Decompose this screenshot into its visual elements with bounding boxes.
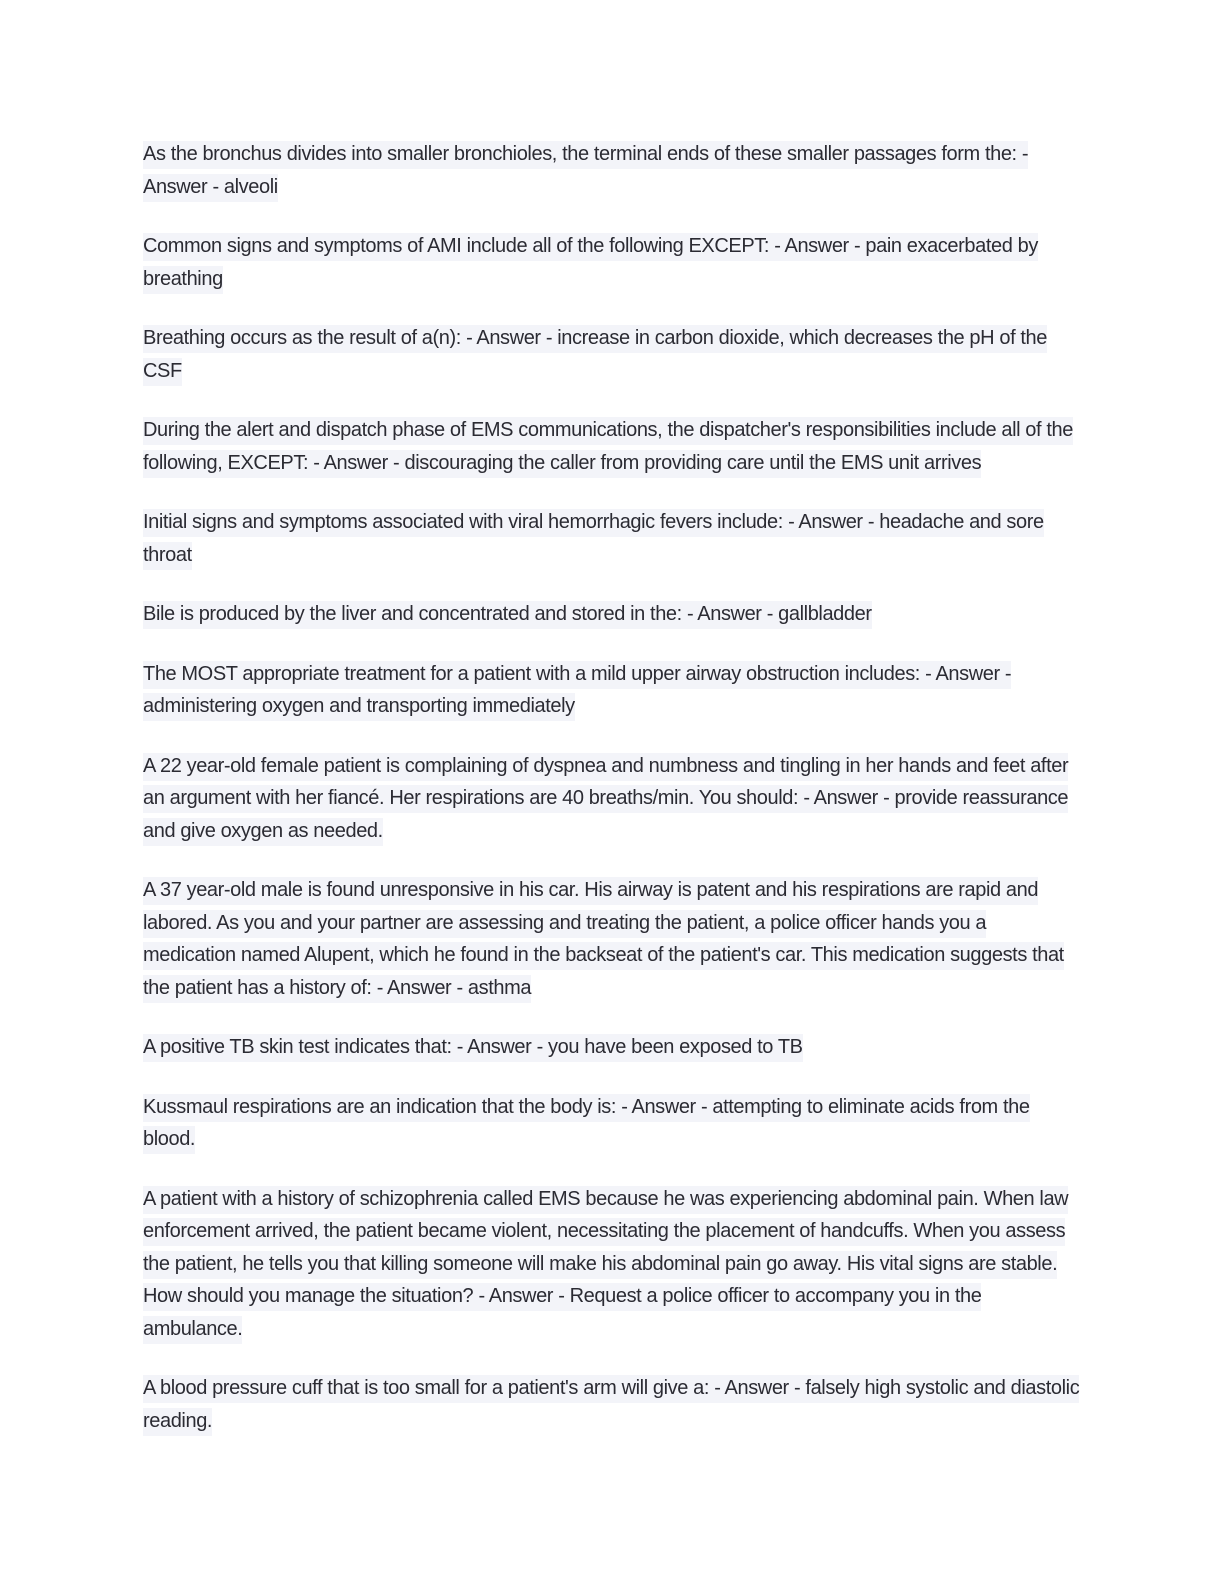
separator: - <box>761 603 779 625</box>
qa-item <box>143 598 1083 631</box>
answer-label: Answer <box>476 327 541 349</box>
separator: - <box>695 1095 713 1118</box>
answer-label: Answer <box>784 235 849 257</box>
answer-label: Answer <box>488 1285 554 1307</box>
answer-text: provide reassurance and give oxygen as needed. <box>143 787 1069 842</box>
question-text: A 22 year-old female patient is complaining of dyspnea and numbness and tingling in her hands and feet after an argument with her fiancé. Her respirations are 40 breaths/min. You should: <box>143 754 1069 809</box>
qa-text <box>143 1094 1030 1155</box>
qa-text <box>143 233 1038 294</box>
answer-label: Answer <box>143 175 208 198</box>
qa-item <box>143 658 1083 723</box>
answer-label: Answer <box>935 662 1000 685</box>
separator: - <box>1016 143 1029 165</box>
answer-text: you have been exposed to TB <box>548 1036 803 1058</box>
separator: - <box>451 1036 468 1058</box>
question-text: Initial signs and symptoms associated with viral hemorrhagic fevers include: <box>143 511 783 533</box>
separator: - <box>460 327 477 349</box>
answer-text: attempting to eliminate acids from the blood. <box>143 1095 1030 1150</box>
answer-text: falsely high systolic and diastolic reading. <box>143 1377 1080 1432</box>
separator: - <box>999 662 1012 685</box>
answer-text: pain exacerbated by breathing <box>143 235 1038 290</box>
qa-text <box>143 661 1011 722</box>
qa-item <box>143 1183 1083 1346</box>
question-text: A 37 year-old male is found unresponsive in his car. His airway is patent and his respirations are rapid and labored. As you and your partner are assessing and treating the patient, a police officer hands you a medication named Alupent, which he found in the backseat of the patient's car. This medication suggests that the patient has a history of: <box>143 879 1064 999</box>
answer-text: headache and sore throat <box>143 511 1044 566</box>
qa-text <box>143 1375 1079 1436</box>
answer-label: Answer <box>631 1095 696 1118</box>
qa-text <box>143 417 1073 478</box>
answer-text: asthma <box>467 976 532 999</box>
question-text: Kussmaul respirations are an indication that the body is: <box>143 1095 617 1118</box>
qa-text <box>143 1186 1068 1344</box>
answer-label: Answer <box>813 787 878 809</box>
answer-text: Request a police officer to accompany you in the ambulance. <box>143 1285 982 1340</box>
qa-text <box>143 141 1028 202</box>
qa-text <box>143 877 1064 1003</box>
separator: - <box>709 1377 725 1399</box>
separator: - <box>473 1285 489 1307</box>
qa-text <box>143 325 1047 386</box>
qa-item <box>143 874 1083 1004</box>
qa-item <box>143 138 1083 203</box>
answer-text: increase in carbon dioxide, which decreases the pH of the CSF <box>143 327 1047 382</box>
separator: - <box>387 451 405 474</box>
question-text: The MOST appropriate treatment for a patient with a mild upper airway obstruction includes: <box>143 662 920 685</box>
qa-item <box>143 414 1083 479</box>
question-text: During the alert and dispatch phase of EMS communications, the dispatcher's responsibilities include all of the following, EXCEPT: <box>143 419 1073 474</box>
qa-text <box>143 509 1044 570</box>
question-text: As the bronchus divides into smaller bronchioles, the terminal ends of these smaller passages form the: <box>143 143 1017 165</box>
separator: - <box>769 235 785 257</box>
separator: - <box>798 787 814 809</box>
answer-label: Answer <box>724 1377 789 1399</box>
separator: - <box>371 976 388 999</box>
answer-label: Answer <box>467 1036 532 1058</box>
separator: - <box>919 662 936 685</box>
answer-text: administering oxygen and transporting immediately <box>143 695 575 717</box>
separator: - <box>540 327 558 349</box>
separator: - <box>788 1377 806 1399</box>
qa-text <box>143 601 872 629</box>
question-text: A positive TB skin test indicates that: <box>143 1036 452 1058</box>
qa-text <box>143 1034 803 1062</box>
answer-text: discouraging the caller from providing care until the EMS unit arrives <box>404 451 982 474</box>
answer-label: Answer <box>323 451 388 474</box>
question-text: Common signs and symptoms of AMI include all of the following EXCEPT: <box>143 235 770 257</box>
qa-list <box>143 138 1083 1464</box>
answer-text: alveoli <box>223 175 278 198</box>
answer-label: Answer <box>798 511 863 533</box>
question-text: Bile is produced by the liver and concentrated and stored in the: <box>143 603 682 625</box>
separator: - <box>848 235 866 257</box>
answer-text: gallbladder <box>778 603 872 625</box>
separator: - <box>616 1095 632 1118</box>
qa-item <box>143 322 1083 387</box>
qa-item <box>143 1031 1083 1064</box>
answer-label: Answer <box>697 603 762 625</box>
answer-label: Answer <box>387 976 452 999</box>
question-text: A blood pressure cuff that is too small for a patient's arm will give a: <box>143 1377 710 1399</box>
qa-item <box>143 506 1083 571</box>
separator: - <box>553 1285 570 1307</box>
separator: - <box>531 1036 548 1058</box>
question-text: A patient with a history of schizophrenia called EMS because he was experiencing abdominal pain. When law enforcement arrived, the patient became violent, necessitating the placement of handcuffs. When you assess the patient, he tells you that killing someone will make his abdominal pain go away. His vital signs are stable. How should you manage the situation? <box>143 1187 1069 1307</box>
separator: - <box>877 787 895 809</box>
qa-item <box>143 230 1083 295</box>
qa-text <box>143 753 1068 846</box>
separator: - <box>308 451 324 474</box>
qa-item <box>143 1372 1083 1437</box>
separator: - <box>782 511 799 533</box>
separator: - <box>862 511 880 533</box>
separator: - <box>207 175 224 198</box>
qa-item <box>143 750 1083 848</box>
separator: - <box>681 603 698 625</box>
question-text: Breathing occurs as the result of a(n): <box>143 327 461 349</box>
qa-item <box>143 1091 1083 1156</box>
separator: - <box>451 976 468 999</box>
